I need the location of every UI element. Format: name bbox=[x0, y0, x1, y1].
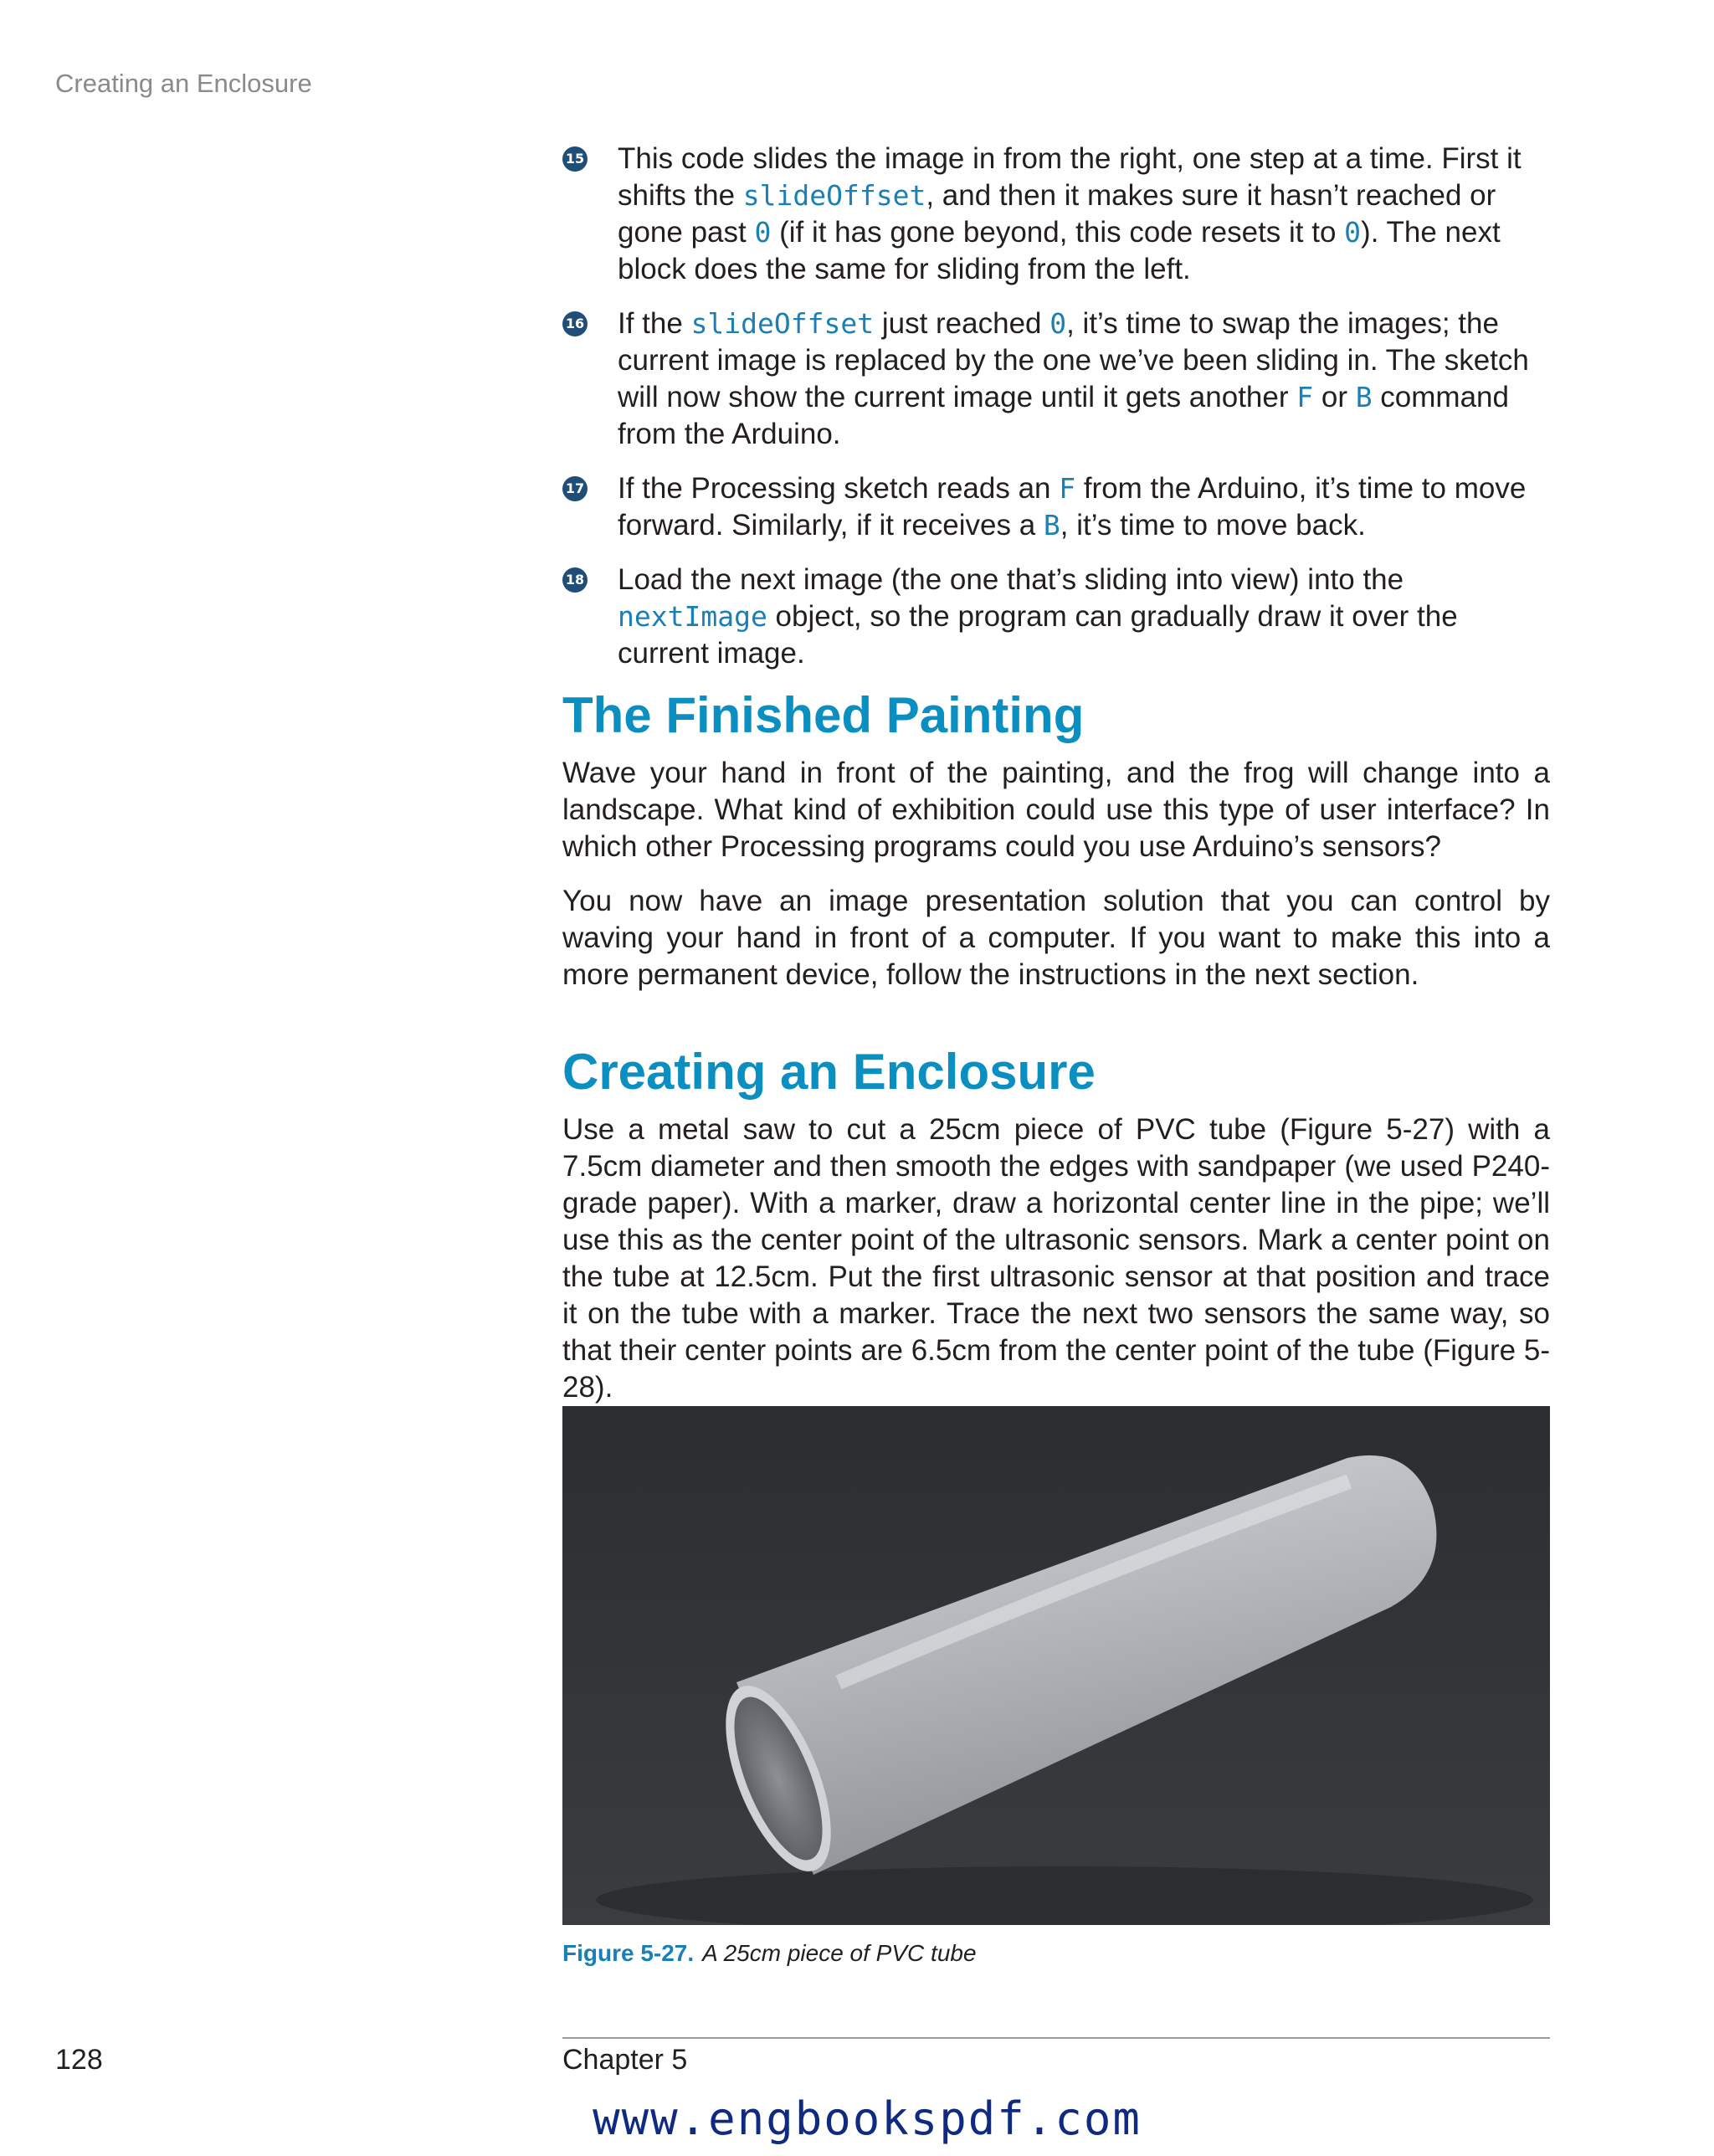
callout-text: If the slideOffset just reached 0, it’s time to swap the images; the current image is replaced by the one we’ve been sliding in. The sketch will now show the current image until it gets another F or B command from the Arduino. bbox=[618, 307, 1529, 450]
code-slideOffset: slideOffset bbox=[742, 179, 926, 212]
callout-number-badge: 15 bbox=[562, 146, 588, 172]
callout-number-badge: 18 bbox=[562, 567, 588, 593]
chapter-label: Chapter 5 bbox=[562, 2044, 688, 2076]
footer-divider bbox=[562, 2037, 1550, 2039]
code-F: F bbox=[1296, 381, 1314, 413]
code-F: F bbox=[1059, 472, 1076, 505]
figure-label: Figure 5-27. bbox=[562, 1940, 695, 1966]
code-B: B bbox=[1043, 509, 1060, 542]
figure-caption-text: A 25cm piece of PVC tube bbox=[702, 1940, 977, 1966]
callout-text: This code slides the image in from the right, one step at a time. First it shifts the slideOffset, and then it makes sure it hasn’t reached or gone past 0 (if it has gone beyond, this code resets it to 0). The next block does the same for sliding from the left. bbox=[618, 142, 1522, 285]
section-creating-enclosure bbox=[562, 1043, 1550, 1424]
callout-16 bbox=[562, 305, 1550, 453]
callout-text: Load the next image (the one that’s sliding into view) into the nextImage object, so the program can gradually draw it over the current image. bbox=[618, 563, 1458, 670]
watermark-url[interactable]: www.engbookspdf.com bbox=[593, 2092, 1142, 2145]
code-zero: 0 bbox=[754, 216, 772, 249]
section-finished-painting bbox=[562, 686, 1550, 1011]
callout-18 bbox=[562, 562, 1550, 672]
code-nextImage: nextImage bbox=[618, 600, 767, 633]
callout-text: If the Processing sketch reads an F from the Arduino, it’s time to move forward. Similarly, if it receives a B, it’s time to move back. bbox=[618, 472, 1527, 542]
body-paragraph: Wave your hand in front of the painting, and the frog will change into a landscape. What kind of exhibition could use this type of user interface? In which other Processing programs could you use Arduino’s sensors? bbox=[562, 757, 1550, 863]
page-number: 128 bbox=[55, 2044, 103, 2076]
callout-15 bbox=[562, 141, 1550, 288]
body-paragraph: Use a metal saw to cut a 25cm piece of PVC tube (Figure 5-27) with a 7.5cm diameter and then smooth the edges with sandpaper (we used P240-grade paper). With a marker, draw a horizontal center line in the pipe; we’ll use this as the center point of the ultrasonic sensors. Mark a center point on the tube at 12.5cm. Put the first ultrasonic sensor at that position and trace it on the tube with a marker. Trace the next two sensors the same way, so that their center points are 6.5cm from the center point of the tube (Figure 5-28). bbox=[562, 1113, 1550, 1404]
code-slideOffset: slideOffset bbox=[690, 307, 875, 340]
code-B: B bbox=[1355, 381, 1373, 413]
running-head: Creating an Enclosure bbox=[55, 69, 312, 98]
callout-list bbox=[562, 141, 1550, 690]
section-heading: Creating an Enclosure bbox=[562, 1044, 1096, 1100]
body-paragraph: You now have an image presentation solution that you can control by waving your hand in front of a computer. If you want to make this into a more permanent device, follow the instructions in the next section. bbox=[562, 885, 1550, 991]
callout-number-badge: 16 bbox=[562, 311, 588, 336]
callout-17 bbox=[562, 470, 1550, 544]
code-zero: 0 bbox=[1049, 307, 1067, 340]
figure-caption bbox=[562, 1940, 977, 1967]
figure-pvc-tube-photo bbox=[562, 1406, 1550, 1925]
code-zero: 0 bbox=[1344, 216, 1362, 249]
callout-number-badge: 17 bbox=[562, 476, 588, 501]
section-heading: The Finished Painting bbox=[562, 687, 1085, 743]
